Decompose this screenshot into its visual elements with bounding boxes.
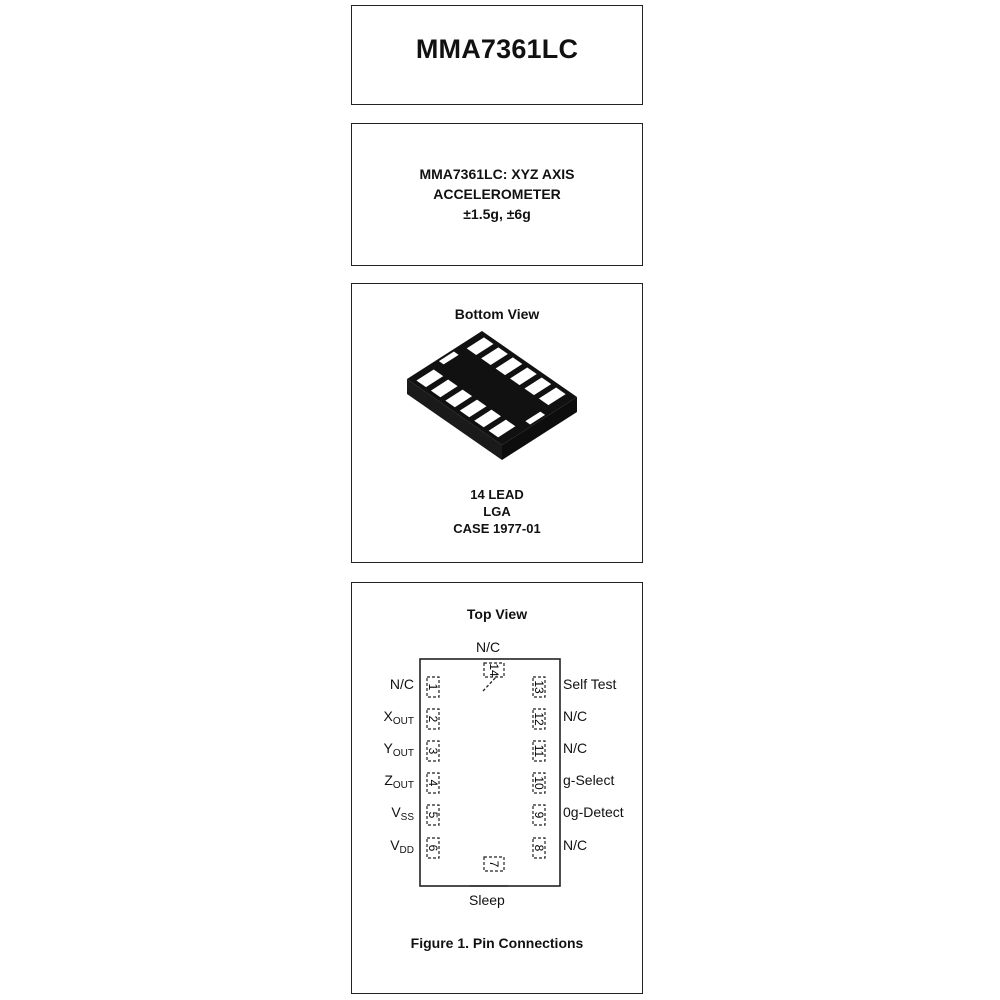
pin-7-pad xyxy=(484,857,504,871)
top-view-title: Top View xyxy=(466,606,528,622)
pin-10-label: g-Select xyxy=(563,772,615,788)
pin-number: 11 xyxy=(532,744,546,758)
description-text xyxy=(352,164,642,224)
pin-number: 13 xyxy=(532,680,546,694)
description-line-2: ACCELEROMETER xyxy=(433,186,561,202)
pin-13-label: Self Test xyxy=(563,676,617,692)
pin-6-pad xyxy=(426,838,440,858)
pin-14-label: N/C xyxy=(476,639,501,655)
description-box xyxy=(351,123,643,266)
figure-caption: Figure 1. Pin Connections xyxy=(410,935,584,951)
pin-number: 2 xyxy=(426,715,440,723)
pin-12-pad xyxy=(532,709,546,729)
pin-3-pad xyxy=(426,741,440,761)
pin-8-pad xyxy=(532,838,546,858)
bottom-view-title: Bottom View xyxy=(454,306,540,322)
pin-connections-box xyxy=(351,582,643,994)
pin-number: 10 xyxy=(532,776,546,790)
pin-8-label: N/C xyxy=(563,837,588,853)
pin-number: 6 xyxy=(426,844,440,852)
pin-6-label: $V_{DD}$ xyxy=(390,837,414,856)
pin-9-label: 0g-Detect xyxy=(563,804,624,820)
pin-number: 14 xyxy=(487,663,501,677)
pin-11-label: N/C xyxy=(563,740,588,756)
pin-2-pad xyxy=(426,709,440,729)
pin-2-label: $X_{OUT}$ xyxy=(383,708,414,727)
pin-4-pad xyxy=(426,773,440,793)
pin-13-pad xyxy=(532,677,546,697)
pin-14-pad xyxy=(484,663,504,677)
pin-12-label: N/C xyxy=(563,708,588,724)
pin-11-pad xyxy=(532,741,546,761)
pin-number: 5 xyxy=(426,811,440,819)
pin-number: 1 xyxy=(426,683,440,691)
package-type: LGA xyxy=(483,504,511,519)
package-info xyxy=(352,486,642,537)
pin-9-pad xyxy=(532,805,546,825)
pin-4-label: $Z_{OUT}$ xyxy=(384,772,414,791)
pin-number: 4 xyxy=(426,779,440,787)
pin-number: 3 xyxy=(426,747,440,755)
pin-number: 7 xyxy=(487,860,501,868)
pin-10-pad xyxy=(532,773,546,793)
pin-3-label: $Y_{OUT}$ xyxy=(383,740,414,759)
package-lead-count: 14 LEAD xyxy=(470,487,524,502)
part-number-box xyxy=(351,5,643,105)
package-box xyxy=(351,283,643,563)
pin-number: 12 xyxy=(532,712,546,726)
package-case: CASE 1977-01 xyxy=(453,521,541,536)
pin-pads xyxy=(426,663,546,871)
pin-1-label: N/C xyxy=(389,676,414,692)
part-number-title: MMA7361LC xyxy=(415,34,579,64)
pin-number: 8 xyxy=(532,844,546,852)
description-line-1: MMA7361LC: XYZ AXIS xyxy=(419,166,575,182)
pin-7-label: Sleep xyxy=(469,892,505,908)
pin1-marker xyxy=(483,676,497,691)
pin-5-label: $V_{SS}$ xyxy=(391,804,414,823)
description-line-3: ±1.5g, ±6g xyxy=(463,206,531,222)
pin-1-pad xyxy=(426,677,440,697)
pin-number: 9 xyxy=(532,811,546,819)
pin-5-pad xyxy=(426,805,440,825)
